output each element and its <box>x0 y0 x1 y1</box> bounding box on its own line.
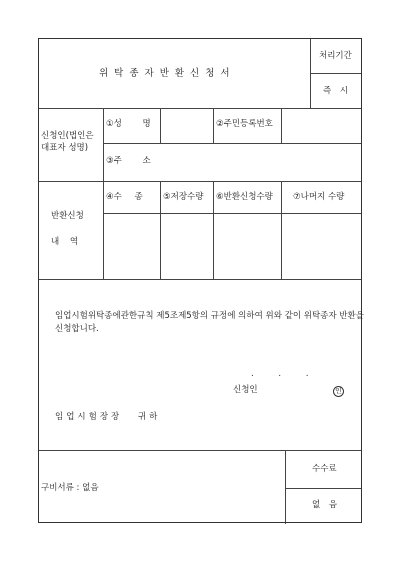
details-section-label-line2: 내 역 <box>51 237 83 247</box>
statement-text: 임업시험위탁종에관한규칙 제5조제5항의 규정에 의하여 위와 같이 위탁종자 반환을 신청합니다. <box>55 311 364 334</box>
required-documents: 구비서류 : 없음 <box>41 483 99 493</box>
addressee: 임업시험장장 귀하 <box>55 412 161 422</box>
rule-period-left <box>310 39 311 108</box>
details-section-label-line1: 반환신청 <box>51 211 84 221</box>
rule-header-bottom <box>39 108 361 109</box>
applicant-section-label-line2: 대표자 성명) <box>41 143 89 153</box>
date-marks: . . . <box>251 369 309 379</box>
rule-section-label <box>103 108 104 279</box>
rule-applicant-row <box>103 143 361 144</box>
rule-period-split <box>310 73 361 74</box>
rule-rrn-label <box>213 108 214 143</box>
rrn-label: ②주민등록번호 <box>216 119 273 129</box>
processing-period-label: 처리기간 <box>319 51 352 61</box>
processing-period-value: 즉 시 <box>323 86 352 96</box>
rule-applicant-bottom <box>39 181 361 182</box>
rule-col-3 <box>213 181 214 279</box>
rule-fee-left <box>285 450 286 524</box>
signer-label: 신청인 <box>233 385 258 395</box>
form-title: 위탁종자반환신청서 <box>99 68 236 79</box>
rule-fee-split <box>285 488 361 489</box>
return-application-form <box>38 38 362 523</box>
column-header-stored-qty: ⑤저장수량 <box>163 192 204 202</box>
column-header-remaining-qty: ⑦나머지 수량 <box>293 192 345 202</box>
seal-mark: 인 <box>333 386 344 397</box>
rule-statement-bottom <box>39 450 361 451</box>
name-label: ①성 명 <box>106 119 151 129</box>
column-header-species: ④수 종 <box>106 192 143 202</box>
address-label: ③주 소 <box>106 156 151 166</box>
rule-details-header <box>103 213 361 214</box>
rule-details-bottom <box>39 279 361 280</box>
column-header-return-qty: ⑥반환신청수량 <box>216 192 273 202</box>
fee-value: 없 음 <box>312 500 341 510</box>
applicant-section-label-line1: 신청인(법인은 <box>41 131 94 141</box>
rule-col-4 <box>281 181 282 279</box>
rule-name-value <box>160 108 161 143</box>
rule-rrn-value <box>281 108 282 143</box>
rule-col-2 <box>160 181 161 279</box>
fee-label: 수수료 <box>312 464 337 474</box>
